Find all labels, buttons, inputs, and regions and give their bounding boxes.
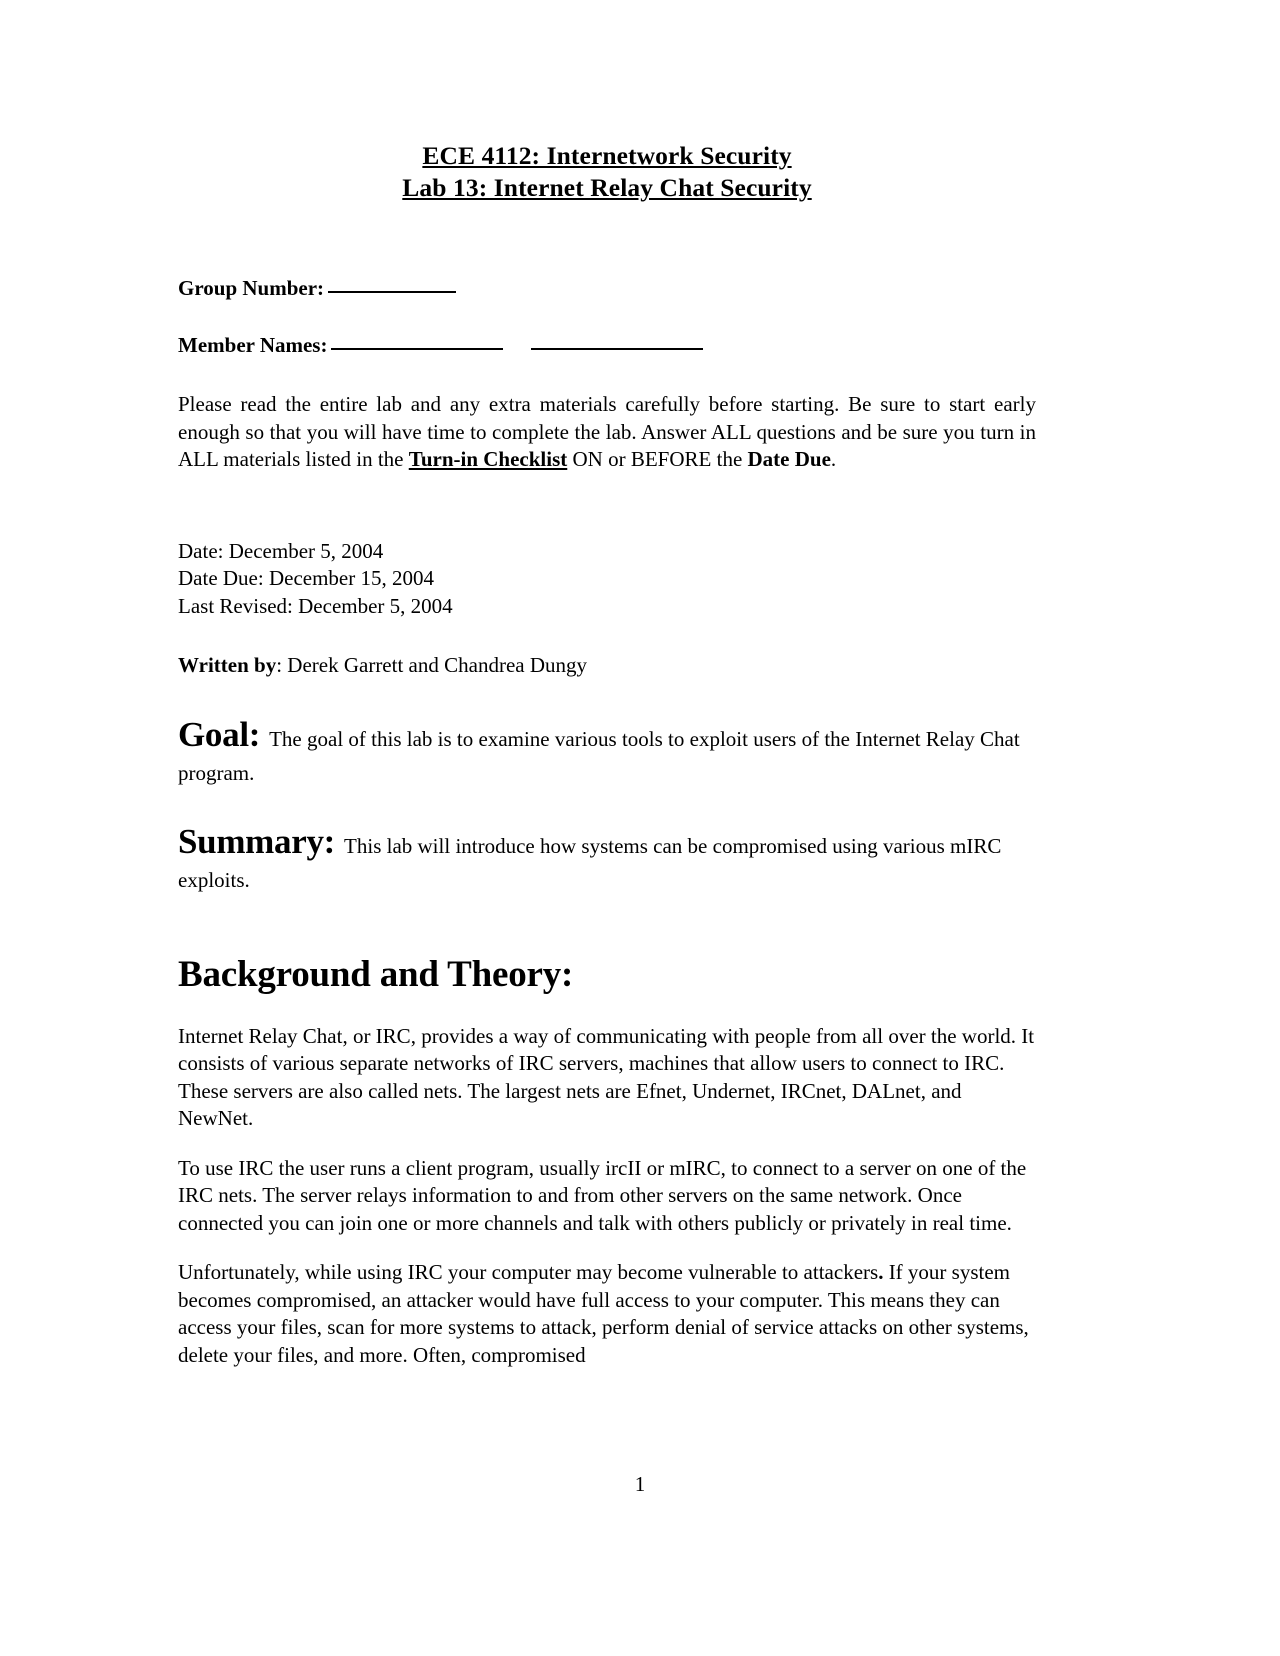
last-revised-line: Last Revised: December 5, 2004	[178, 593, 453, 618]
member-names-label: Member Names:	[178, 333, 328, 358]
date-line: Date: December 5, 2004	[178, 538, 384, 563]
summary-section	[178, 818, 1036, 894]
written-by-label: Written by	[178, 653, 277, 678]
goal-section	[178, 711, 1036, 787]
page-content	[178, 0, 1036, 1391]
background-paragraph-1: Internet Relay Chat, or IRC, provides a way of communicating with people from all over the world. It consists of various separate networks of IRC servers, machines that allow users to connect to IRC. These servers are also called nets. The largest nets are Efnet, Undernet, IRCnet, DALnet, and NewNet.	[178, 1023, 1035, 1131]
instructions-part-1: Please read the entire lab and any extra materials carefully before starting. Be sure to start early enough so that you will have time to complete the lab. Answer ALL questions and be sure you turn in ALL materials listed in the	[178, 392, 1036, 472]
member-name-blank-1[interactable]	[331, 326, 503, 350]
group-number-blank[interactable]	[328, 269, 456, 293]
instructions-part-2: ON or BEFORE the	[567, 447, 748, 472]
turn-in-checklist-emphasis: Turn-in Checklist	[408, 447, 568, 472]
written-by-line	[178, 652, 1036, 680]
background-paragraph-3-part-2: If your system becomes compromised, an attacker would have full access to your computer. This means they can access your files, scan for more systems to attack, perform denial of service attacks on other systems, delete your files, and more. Often, compromised	[178, 1260, 1029, 1367]
written-by-value: : Derek Garrett and Chandrea Dungy	[276, 653, 587, 678]
group-number-label: Group Number:	[178, 275, 325, 300]
background-paragraph-3	[178, 1259, 1036, 1369]
member-names-row	[178, 328, 1036, 359]
document-title-block	[178, 140, 1036, 205]
instructions-paragraph	[178, 391, 1036, 474]
page-number: 1	[634, 1472, 646, 1496]
background-and-theory-heading: Background and Theory:	[178, 954, 574, 996]
date-due-emphasis: Date Due	[747, 447, 831, 472]
goal-label: Goal:	[178, 714, 261, 754]
summary-label: Summary:	[178, 822, 336, 862]
dates-block	[178, 538, 1036, 621]
document-title-line-1: ECE 4112: Internetwork Security	[422, 141, 792, 170]
member-name-blank-2[interactable]	[531, 326, 703, 350]
summary-text: This lab will introduce how systems can be compromised using various mIRC exploits.	[178, 834, 1002, 892]
instructions-part-3: .	[830, 447, 837, 472]
goal-text: The goal of this lab is to examine various tools to exploit users of the Internet Relay Chat program.	[178, 726, 1020, 785]
background-paragraph-3-emphasis: .	[878, 1260, 884, 1285]
background-paragraph-3-part-1: Unfortunately, while using IRC your computer may become vulnerable to attackers	[178, 1260, 879, 1285]
document-title-line-2: Lab 13: Internet Relay Chat Security	[402, 173, 812, 203]
form-fields	[178, 271, 1036, 360]
background-paragraph-2: To use IRC the user runs a client program, usually ircII or mIRC, to connect to a server on one of the IRC nets. The server relays information to and from other servers on the same network. Once connected you can join one or more channels and talk with others publicly or privately in real time.	[178, 1155, 1027, 1235]
group-number-row	[178, 271, 1036, 302]
date-due-line: Date Due: December 15, 2004	[178, 566, 434, 591]
